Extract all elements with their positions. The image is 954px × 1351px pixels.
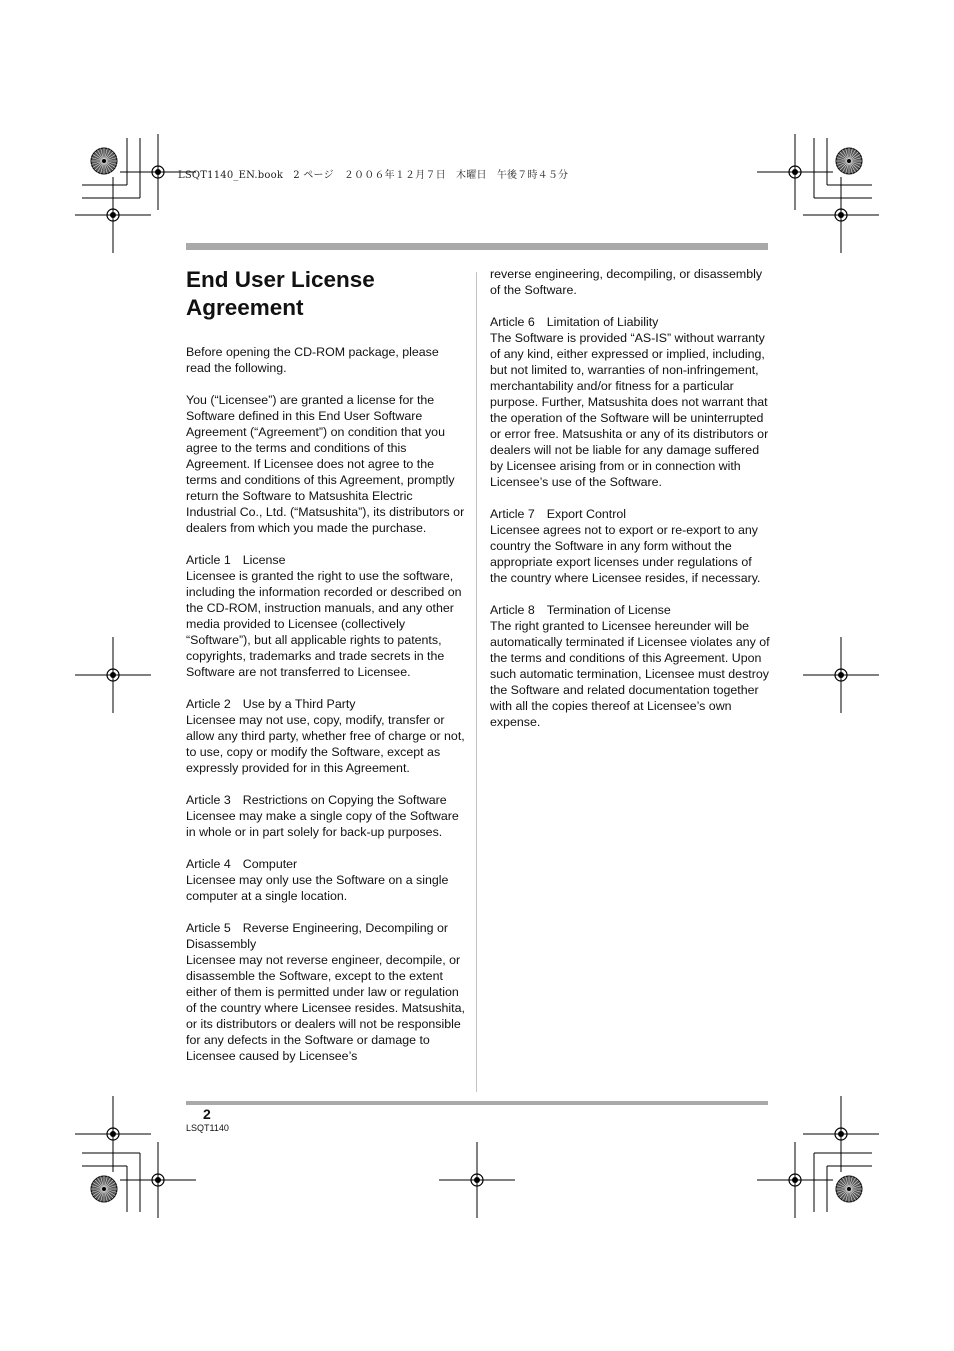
article-body: Licensee may not use, copy, modify, transfer or allow any third party, whether free of charge or not, to use, copy or modify the Software, except as expressly provided for in this Agreement. xyxy=(186,713,465,775)
title-line-1: End User License xyxy=(186,267,375,292)
page-title xyxy=(186,266,466,322)
article-5-continued: reverse engineering, decompiling, or disassembly of the Software. xyxy=(490,267,763,297)
file-info-line: LSQT1140_EN.book 2 ページ ２００６年１２月７日 木曜日 午後７時４５分 xyxy=(178,170,569,181)
article-5 xyxy=(186,920,466,1064)
intro-paragraph: Before opening the CD-ROM package, please read the following. xyxy=(186,345,439,375)
rosette-mark xyxy=(836,148,862,174)
article-heading: Article 3 Restrictions on Copying the Software xyxy=(186,793,447,807)
article-8 xyxy=(490,602,770,730)
page-number: 2 xyxy=(203,1106,211,1122)
article-heading: Article 8 Termination of License xyxy=(490,603,671,617)
article-body: The right granted to Licensee hereunder will be automatically terminated if Licensee violates any of the terms and conditions of this Agreement. Upon such automatic termination, Licensee must destroy the Software and related documentation together with all the copies thereof at Licensee’s own expense. xyxy=(490,619,770,729)
title-line-2: Agreement xyxy=(186,295,304,320)
article-2 xyxy=(186,696,466,776)
left-column xyxy=(186,266,466,1080)
article-body: Licensee agrees not to export or re-export to any country the Software in any form without the appropriate export licenses under regulations of the country where Licensee resides, if necessary. xyxy=(490,523,761,585)
article-body: Licensee may only use the Software on a single computer at a single location. xyxy=(186,873,449,903)
article-heading: Article 1 License xyxy=(186,553,286,567)
article-heading: Article 2 Use by a Third Party xyxy=(186,697,356,711)
article-4 xyxy=(186,856,466,904)
right-column xyxy=(490,266,770,746)
crosshair-mark xyxy=(757,134,833,210)
article-body: Licensee may not reverse engineer, decompile, or disassemble the Software, except to the extent either of them is permitted under law or regulation of the country where Licensee resides. Matsushita, or its distributors or dealers will not be responsible for any defects in the Software or damage to Licensee caused by Licensee’s xyxy=(186,953,465,1063)
crosshair-mark xyxy=(75,637,151,713)
article-heading: Article 5 Reverse Engineering, Decompiling or Disassembly xyxy=(186,921,449,951)
crosshair-mark xyxy=(803,637,879,713)
top-rule xyxy=(186,243,768,250)
grant-paragraph: You (“Licensee”) are granted a license for the Software defined in this End User Software Agreement (“Agreement”) on condition that you agree to the terms and conditions of this Agreement. If Licensee does not agree to the terms and conditions of this Agreement, promptly return the Software to Matsushita Electric Industrial Co., Ltd. (“Matsushita”), its distributors or dealers from which you made the purchase. xyxy=(186,393,465,535)
article-heading: Article 4 Computer xyxy=(186,857,298,871)
article-body: Licensee may make a single copy of the Software in whole or in part solely for back-up purposes. xyxy=(186,809,459,839)
article-body: The Software is provided “AS-IS” without warranty of any kind, either expressed or implied, including, but not limited to, warranties of non-infringement, merchantability and/or fitness for a particular purpose. Further, Matsushita does not warrant that the operation of the Software will be uninterrupted or error free. Matsushita or any of its distributors or dealers will not be liable for any damage suffered by Licensee arising from or in connection with Licensee’s use of the Software. xyxy=(490,331,769,489)
document-code: LSQT1140 xyxy=(186,1123,229,1133)
article-heading: Article 6 Limitation of Liability xyxy=(490,315,659,329)
bottom-rule xyxy=(186,1101,768,1105)
rosette-mark xyxy=(91,1176,117,1202)
crosshair-mark xyxy=(439,1142,515,1218)
column-divider xyxy=(476,272,477,1092)
article-body: Licensee is granted the right to use the software, including the information recorded or described on the CD-ROM, instruction manuals, and any other media provided to Licensee (collectively “Software”), but all applicable rights to patents, copyrights, trademarks and trade secrets in the Software are not transferred to Licensee. xyxy=(186,569,462,679)
article-heading: Article 7 Export Control xyxy=(490,507,626,521)
rosette-mark xyxy=(91,148,117,174)
rosette-mark xyxy=(836,1176,862,1202)
article-1 xyxy=(186,552,466,680)
article-3 xyxy=(186,792,466,840)
article-7 xyxy=(490,506,770,586)
article-6 xyxy=(490,314,770,490)
